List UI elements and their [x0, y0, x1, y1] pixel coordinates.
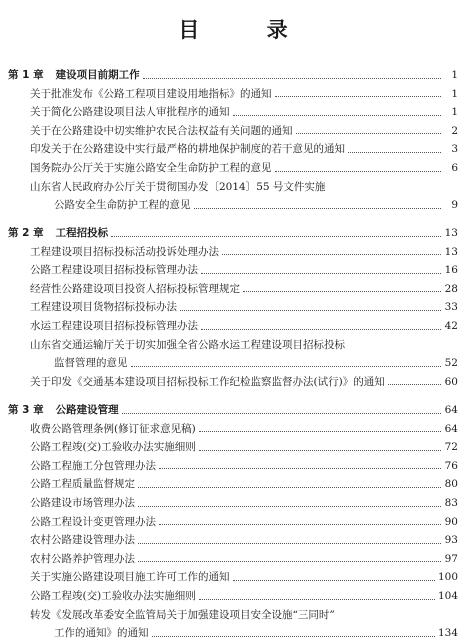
toc-entry-text: 经营性公路建设项目投资人招标投标管理规定 — [30, 282, 240, 295]
toc-entry-line — [30, 457, 458, 475]
toc-entry-text: 公路工程竣(交)工验收办法实施细则 — [30, 441, 196, 454]
page-number: 3 — [451, 143, 458, 156]
toc-entry-row[interactable] — [0, 298, 466, 316]
dot-leader — [180, 310, 441, 311]
toc-entry-line — [30, 280, 458, 298]
toc-entry-text: 关于在公路建设中切实维护农民合法权益有关问题的通知 — [30, 124, 293, 137]
dot-leader — [222, 254, 441, 255]
toc-entry-row[interactable] — [0, 196, 466, 214]
toc-entry-continuation: 工作的通知》的通知 — [54, 627, 149, 640]
page-number: 93 — [444, 534, 458, 547]
toc-entry-row[interactable] — [0, 438, 466, 456]
toc-entry-row[interactable] — [0, 103, 466, 121]
page-number: 134 — [437, 627, 458, 640]
toc-entry-text: 水运工程建设项目招标投标管理办法 — [30, 320, 198, 332]
toc-entry-line — [30, 587, 458, 605]
toc-entry-line — [30, 140, 458, 158]
dot-leader — [111, 236, 441, 237]
toc-entry-row[interactable] — [0, 261, 466, 279]
toc-entry-row[interactable] — [0, 494, 466, 512]
page-number: 52 — [444, 357, 458, 370]
page-title: 目 录 — [178, 18, 318, 42]
page-number: 60 — [444, 375, 458, 388]
dot-leader — [233, 115, 442, 116]
dot-leader — [138, 543, 441, 544]
toc-entry-text: 国务院办公厅关于实施公路安全生命防护工程的意见 — [30, 162, 272, 174]
toc-entry-text: 公路工程建设项目招标投标管理办法 — [30, 264, 198, 277]
toc-entry-line — [54, 624, 458, 642]
toc-chapter-row[interactable] — [0, 224, 466, 242]
toc-entry-row[interactable] — [0, 122, 466, 140]
dot-leader — [388, 384, 441, 385]
toc-entry-text[interactable]: 山东省人民政府办公厅关于贯彻国办发〔2014〕55 号文件实施 — [30, 180, 326, 193]
dot-leader — [159, 524, 441, 525]
dot-leader — [131, 366, 442, 367]
toc-entry-row[interactable] — [0, 420, 466, 438]
dot-leader — [201, 329, 441, 330]
toc-entry-line — [30, 243, 458, 261]
toc-entry-row[interactable] — [0, 159, 466, 177]
toc-entry-line — [30, 298, 458, 316]
toc-entry-row[interactable] — [0, 550, 466, 568]
toc-entry-text: 关于实施公路建设项目施工许可工作的通知 — [30, 571, 230, 584]
page-number: 100 — [437, 571, 458, 584]
toc-entry-row[interactable] — [0, 568, 466, 586]
toc-entry-text[interactable]: 转发《发展改革委安全监管局关于加强建设项目安全设施“三同时” — [30, 608, 335, 621]
dot-leader — [275, 96, 442, 97]
toc-entry-row[interactable] — [0, 373, 466, 391]
toc-entry-line — [30, 122, 458, 140]
chapter-number: 第 2 章 — [8, 227, 44, 239]
page-number: 1 — [451, 106, 458, 119]
toc-entry-text: 农村公路建设管理办法 — [30, 534, 135, 547]
toc-entry-row[interactable] — [0, 587, 466, 605]
toc-entry-text: 工程建设项目货物招标投标办法 — [30, 301, 177, 314]
toc-entry-text: 关于批准发布《公路工程项目建设用地指标》的通知 — [30, 87, 272, 100]
toc-entry-text: 公路建设市场管理办法 — [30, 497, 135, 509]
page-number: 64 — [444, 404, 458, 416]
toc-chapter-line — [8, 224, 458, 242]
dot-leader — [243, 291, 441, 292]
dot-leader — [194, 208, 442, 209]
toc-entry-row[interactable] — [0, 624, 466, 642]
toc-entry-row[interactable] — [0, 140, 466, 158]
toc-entry-text: 公路工程质量监督规定 — [30, 478, 135, 491]
page-number: 97 — [444, 552, 458, 565]
toc-entry-line — [30, 531, 458, 549]
toc-entry-text: 农村公路养护管理办法 — [30, 552, 135, 565]
page-number: 1 — [451, 87, 458, 100]
toc-entry-line — [30, 317, 458, 335]
page-number: 64 — [444, 422, 458, 435]
page-number: 13 — [444, 245, 458, 258]
toc-entry-row[interactable] — [0, 243, 466, 261]
dot-leader — [159, 468, 441, 469]
page-number: 13 — [444, 227, 458, 239]
page-number: 76 — [444, 459, 458, 472]
page-number: 42 — [444, 320, 458, 332]
toc-entry-line — [30, 475, 458, 493]
dot-leader — [199, 599, 435, 600]
toc-entry-line — [30, 568, 458, 586]
page-number: 80 — [444, 478, 458, 491]
dot-leader — [233, 580, 435, 581]
chapter-number: 第 3 章 — [8, 404, 44, 416]
toc-entry-row[interactable] — [0, 85, 466, 103]
toc-chapter-line — [8, 401, 458, 419]
dot-leader — [201, 273, 441, 274]
chapter-heading — [8, 401, 119, 419]
toc-entry-text: 关于印发《交通基本建设项目招标投标工作纪检监察监督办法(试行)》的通知 — [30, 375, 385, 388]
toc-chapter-row[interactable] — [0, 401, 466, 419]
toc-entry-line — [30, 373, 458, 391]
toc-entry-line — [30, 550, 458, 568]
toc-entry-text: 关于简化公路建设项目法人审批程序的通知 — [30, 106, 230, 119]
page-number: 6 — [451, 162, 458, 174]
page-number: 16 — [444, 264, 458, 277]
toc-entry-text: 印发关于在公路建设中实行最严格的耕地保护制度的若干意见的通知 — [30, 143, 345, 156]
toc-entry-line — [30, 159, 458, 177]
toc-entry-line — [30, 420, 458, 438]
toc-entry-text: 工程建设项目招标投标活动投诉处理办法 — [30, 245, 219, 258]
dot-leader — [138, 487, 441, 488]
chapter-number: 第 1 章 — [8, 69, 44, 81]
page-number: 28 — [444, 282, 458, 295]
toc-entry-line — [30, 261, 458, 279]
toc-chapter-row[interactable] — [0, 66, 466, 84]
page-number: 83 — [444, 497, 458, 509]
dot-leader — [348, 152, 441, 153]
dot-leader — [199, 450, 441, 451]
toc-entry-row[interactable] — [0, 354, 466, 372]
page-number: 2 — [451, 124, 458, 137]
toc-entry-text: 收费公路管理条例(修订征求意见稿) — [30, 422, 196, 435]
toc-entry-row[interactable] — [0, 513, 466, 531]
toc-entry-line — [30, 103, 458, 121]
toc-entry-line — [30, 513, 458, 531]
chapter-heading — [8, 224, 108, 242]
page-number: 72 — [444, 441, 458, 454]
toc-entry-row[interactable] — [0, 531, 466, 549]
dot-leader — [275, 171, 442, 172]
toc-entry-row[interactable] — [0, 457, 466, 475]
toc-entry-text: 公路工程竣(交)工验收办法实施细则 — [30, 590, 196, 602]
toc-entry-row[interactable] — [0, 317, 466, 335]
toc-entry-line — [54, 196, 458, 214]
toc-entry-text: 公路工程施工分包管理办法 — [30, 459, 156, 472]
page-number: 104 — [437, 590, 458, 602]
dot-leader — [199, 431, 441, 432]
dot-leader — [138, 506, 441, 507]
toc-entry-line — [30, 438, 458, 456]
chapter-heading — [8, 66, 140, 84]
page-number: 1 — [451, 69, 458, 81]
toc-entry-row[interactable] — [0, 280, 466, 298]
toc-chapter-line — [8, 66, 458, 84]
page-number: 33 — [444, 301, 458, 314]
toc-entry-row[interactable] — [0, 475, 466, 493]
page-number: 9 — [451, 199, 458, 212]
chapter-name: 工程招投标 — [55, 227, 109, 239]
toc-entry-text[interactable]: 山东省交通运输厅关于切实加强全省公路水运工程建设项目招标投标 — [30, 338, 345, 351]
page-number: 90 — [444, 515, 458, 528]
chapter-name: 公路建设管理 — [55, 404, 119, 416]
toc-entry-line — [54, 354, 458, 372]
dot-leader — [143, 78, 441, 79]
dot-leader — [296, 133, 442, 134]
toc-entry-text: 公路工程设计变更管理办法 — [30, 515, 156, 528]
dot-leader — [138, 561, 441, 562]
toc-entry-continuation: 公路安全生命防护工程的意见 — [54, 199, 191, 212]
toc-entry-line — [30, 85, 458, 103]
dot-leader — [122, 413, 441, 414]
dot-leader — [152, 636, 435, 637]
chapter-name: 建设项目前期工作 — [55, 69, 140, 81]
toc-entry-line — [30, 494, 458, 512]
toc-entry-continuation: 监督管理的意见 — [54, 357, 128, 370]
